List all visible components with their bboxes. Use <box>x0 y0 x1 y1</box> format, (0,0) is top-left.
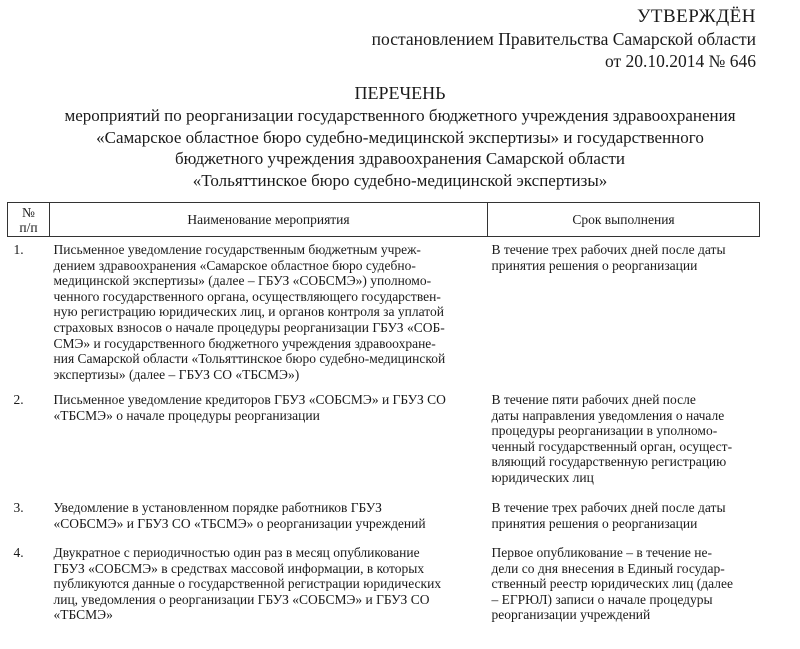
text-line: медицинской экспертизы» (далее – ГБУЗ «СОБСМЭ») уполномо- <box>53 273 432 289</box>
row-number: 1. <box>13 242 24 257</box>
text-line: Двукратное с периодичностью один раз в месяц опубликование <box>53 545 420 560</box>
text-line: страховых взносов о начале процедуры реорганизации ГБУЗ «СОБ- <box>53 319 445 335</box>
measure-name-cell <box>50 392 488 500</box>
row-number: 3. <box>13 500 24 515</box>
text-line: В течение трех рабочих дней после даты <box>491 500 726 515</box>
header-measure-name: Наименование мероприятия <box>50 203 488 237</box>
text-line: Письменное уведомление государственным бюджетным учреж- <box>53 242 421 257</box>
measures-table <box>7 202 760 623</box>
header-number-line: № <box>22 204 35 220</box>
approval-block <box>336 6 756 72</box>
header-number <box>8 203 50 237</box>
text-line: ную регистрацию юридических лиц, и органов контроля за уплатой <box>53 304 444 320</box>
text-line: «ТБСМЭ» <box>53 607 113 623</box>
text-line: принятия решения о реорганизации <box>491 515 698 531</box>
text-line: вляющий государственную регистрацию <box>491 454 727 470</box>
text-line: ченный государственный орган, осущест- <box>491 438 733 454</box>
text-line: Первое опубликование – в течение не- <box>491 545 712 560</box>
table-row <box>8 545 760 623</box>
text-line: принятия решения о реорганизации <box>491 257 698 273</box>
text-line: даты направления уведомления о начале <box>491 407 725 423</box>
text-line: ГБУЗ «СОБСМЭ» в средствах массовой информации, в которых <box>53 560 425 576</box>
text-line: В течение пяти рабочих дней после <box>491 392 696 407</box>
text-line: публикуются данные о государственной регистрации юридических <box>53 576 442 592</box>
text-line: реорганизации учреждений <box>491 607 651 623</box>
measure-name-cell <box>50 237 488 393</box>
text-line: экспертизы» (далее – ГБУЗ СО «ТБСМЭ») <box>53 366 300 382</box>
deadline-cell <box>488 545 760 623</box>
approval-decree: постановлением Правительства Самарской области <box>371 29 756 49</box>
subtitle-line: «Самарское областное бюро судебно-медицинской экспертизы» и государственного <box>96 127 704 147</box>
text-line: В течение трех рабочих дней после даты <box>491 242 726 257</box>
document-subtitle <box>0 105 800 191</box>
deadline-cell <box>488 500 760 545</box>
approval-title: УТВЕРЖДЁН <box>636 6 756 27</box>
text-line: юридических лиц <box>491 469 594 485</box>
table-row <box>8 237 760 393</box>
document-title: ПЕРЕЧЕНЬ <box>354 83 446 103</box>
measure-name-cell <box>50 545 488 623</box>
text-line: Письменное уведомление кредиторов ГБУЗ «СОБСМЭ» и ГБУЗ СО <box>53 392 446 407</box>
approval-date-number: от 20.10.2014 № 646 <box>605 51 756 71</box>
header-deadline: Срок выполнения <box>488 203 760 237</box>
row-number: 2. <box>13 392 24 407</box>
table-header-row <box>8 203 760 237</box>
text-line: ственный реестр юридических лиц (далее <box>491 576 733 592</box>
text-line: СМЭ» и государственного бюджетного учреждения здравоохране- <box>53 335 436 351</box>
deadline-cell <box>488 392 760 500</box>
row-number: 4. <box>13 545 24 560</box>
text-line: «СОБСМЭ» и ГБУЗ СО «ТБСМЭ» о реорганизации учреждений <box>53 515 426 531</box>
deadline-cell <box>488 237 760 393</box>
text-line: дели со дня внесения в Единый государ- <box>491 560 725 576</box>
table-row <box>8 500 760 545</box>
text-line: – ЕГРЮЛ) записи о начале процедуры <box>491 591 713 607</box>
table-row <box>8 392 760 500</box>
subtitle-line: бюджетного учреждения здравоохранения Самарской области <box>174 149 626 168</box>
subtitle-line: «Тольяттинское бюро судебно-медицинской экспертизы» <box>192 170 608 190</box>
text-line: лиц, уведомления о реорганизации ГБУЗ «СОБСМЭ» и ГБУЗ СО <box>53 591 430 607</box>
subtitle-line: мероприятий по реорганизации государственного бюджетного учреждения здравоохранения <box>64 106 736 125</box>
measure-name-cell <box>50 500 488 545</box>
text-line: процедуры реорганизации в уполномо- <box>491 423 718 439</box>
text-line: ния Самарской области «Тольяттинское бюро судебно-медицинской <box>53 351 446 367</box>
text-line: Уведомление в установленном порядке работников ГБУЗ <box>53 500 382 515</box>
text-line: «ТБСМЭ» о начале процедуры реорганизации <box>53 407 320 423</box>
text-line: дением здравоохранения «Самарское областное бюро судебно- <box>53 257 416 273</box>
header-number-line: п/п <box>19 219 38 235</box>
text-line: ченного государственного органа, осуществляющего государствен- <box>53 288 441 304</box>
